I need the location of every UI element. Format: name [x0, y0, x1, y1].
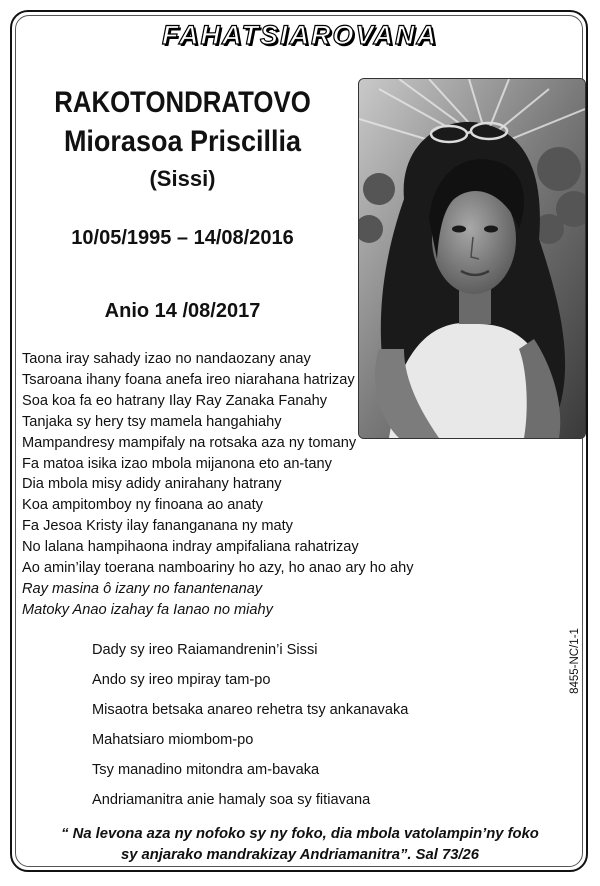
family-line: Misaotra betsaka anareo rehetra tsy ankanavaka — [92, 702, 409, 718]
poem-line: Koa ampitomboy ny finoana ao anaty — [22, 497, 263, 514]
deceased-nickname: (Sissi) — [149, 166, 216, 191]
scripture-quote — [0, 824, 600, 866]
deceased-surname: RAKOTONDRATOVO — [54, 86, 311, 119]
quote-line-2: sy anjarako mandrakizay Andriamanitra”. Sal 73/26 — [120, 847, 480, 863]
family-line: Andriamanitra anie hamaly soa sy fitiavana — [92, 792, 371, 808]
poem-line: Fa matoa isika izao mbola mijanona eto an-tany — [22, 455, 332, 472]
poem-line: Tsaroana ihany foana anefa ireo niarahana hatrizay — [22, 371, 355, 388]
family-line: Mahatsiaro miombom-po — [92, 732, 254, 748]
memorial-poem — [22, 349, 472, 621]
reference-code: 8455-NC/1-1 — [569, 628, 581, 694]
life-dates: 10/05/1995 – 14/08/2016 — [71, 227, 294, 249]
poem-line: No lalana hampihaona indray ampifaliana rahatrizay — [22, 539, 359, 556]
poem-line: Fa Jesoa Kristy ilay fananganana ny maty — [22, 518, 293, 535]
poem-line: Matoky Anao izahay fa Ianao no miahy — [22, 601, 273, 618]
quote-line-1: “ Na levona aza ny nofoko sy ny foko, dia mbola vatolampin’ny foko — [61, 826, 539, 842]
anniversary-date: Anio 14 /08/2017 — [104, 300, 261, 322]
poem-line: Ao amin’ilay toerana namboariny ho azy, ho anao ary ho ahy — [22, 560, 414, 577]
deceased-given-names: Miorasoa Priscillia — [63, 125, 302, 158]
page-title: FAHATSIAROVANA — [162, 20, 438, 50]
poem-line: Dia mbola misy adidy anirahany hatrany — [22, 476, 282, 493]
poem-line: Ray masina ô izany no fanantenanay — [22, 580, 263, 597]
poem-line: Mampandresy mampifaly na rotsaka aza ny tomany — [22, 434, 357, 451]
poem-line: Soa koa fa eo hatrany Ilay Ray Zanaka Fanahy — [22, 392, 328, 409]
family-line: Ando sy ireo mpiray tam-po — [92, 672, 271, 688]
poem-line: Taona iray sahady izao no nandaozany anay — [22, 351, 311, 367]
poem-line: Tanjaka sy hery tsy mamela hangahiahy — [22, 413, 282, 430]
family-message — [92, 640, 492, 820]
family-line: Tsy manadino mitondra am-bavaka — [92, 762, 320, 778]
family-line: Dady sy ireo Raiamandrenin’i Sissi — [92, 642, 318, 658]
